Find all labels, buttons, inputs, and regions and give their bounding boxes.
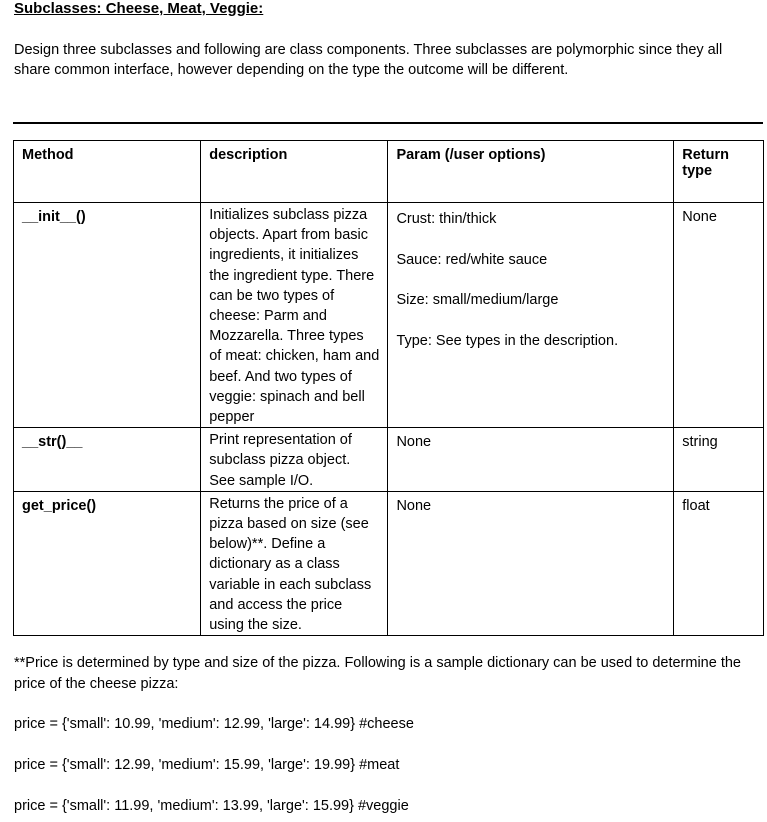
- param-item: Sauce: red/white sauce: [396, 251, 548, 268]
- params-cell: [388, 203, 674, 428]
- price-line-cheese: price = {'small': 10.99, 'medium': 12.99, 'large': 14.99} #cheese: [14, 716, 414, 732]
- table-row: [14, 428, 764, 492]
- table-header-row: [14, 141, 764, 203]
- description-cell: Initializes subclass pizza objects. Apart from basic ingredients, it initializes the ingredient type. There can be two types of cheese: Parm and Mozzarella. Three types of meat: chicken, ham and beef. And two types of veggie: spinach and bell pepper: [201, 203, 388, 428]
- param-item: Size: small/medium/large: [396, 292, 559, 308]
- methods-table: [13, 140, 764, 636]
- header-method: Method: [14, 141, 201, 203]
- section-heading: Subclasses: Cheese, Meat, Veggie:: [14, 0, 264, 17]
- intro-paragraph: Design three subclasses and following are class components. Three subclasses are polymorphic since they all share common interface, however depending on the type the outcome will be different.: [14, 42, 723, 78]
- method-name: get_price(): [22, 497, 97, 514]
- params-cell: None: [388, 491, 674, 635]
- method-cell: [14, 203, 201, 428]
- description-cell: Print representation of subclass pizza object. See sample I/O.: [201, 428, 388, 492]
- param-item: Type: See types in the description.: [396, 332, 619, 349]
- horizontal-rule: [13, 122, 763, 124]
- price-note: **Price is determined by type and size of the pizza. Following is a sample dictionary can be used to determine the price of the cheese pizza:: [14, 655, 741, 692]
- method-cell: [14, 491, 201, 635]
- method-name: __init__(): [22, 209, 86, 225]
- params-cell: None: [388, 428, 674, 492]
- param-item: Crust: thin/thick: [396, 211, 497, 227]
- table-row: [14, 491, 764, 635]
- price-line-meat: price = {'small': 12.99, 'medium': 15.99, 'large': 19.99} #meat: [14, 757, 400, 773]
- header-description: description: [201, 141, 388, 203]
- table-row: [14, 203, 764, 428]
- price-line-veggie: price = {'small': 11.99, 'medium': 13.99, 'large': 15.99} #veggie: [14, 798, 409, 814]
- header-params: Param (/user options): [388, 141, 674, 203]
- return-type-cell: None: [674, 203, 764, 428]
- description-cell: Returns the price of a pizza based on size (see below)**. Define a dictionary as a class variable in each subclass and access the price using the size.: [201, 491, 388, 635]
- header-return-type: Return type: [674, 141, 764, 203]
- return-type-cell: string: [674, 428, 764, 492]
- method-name: __str()__: [22, 434, 83, 451]
- return-type-cell: float: [674, 491, 764, 635]
- method-cell: [14, 428, 201, 492]
